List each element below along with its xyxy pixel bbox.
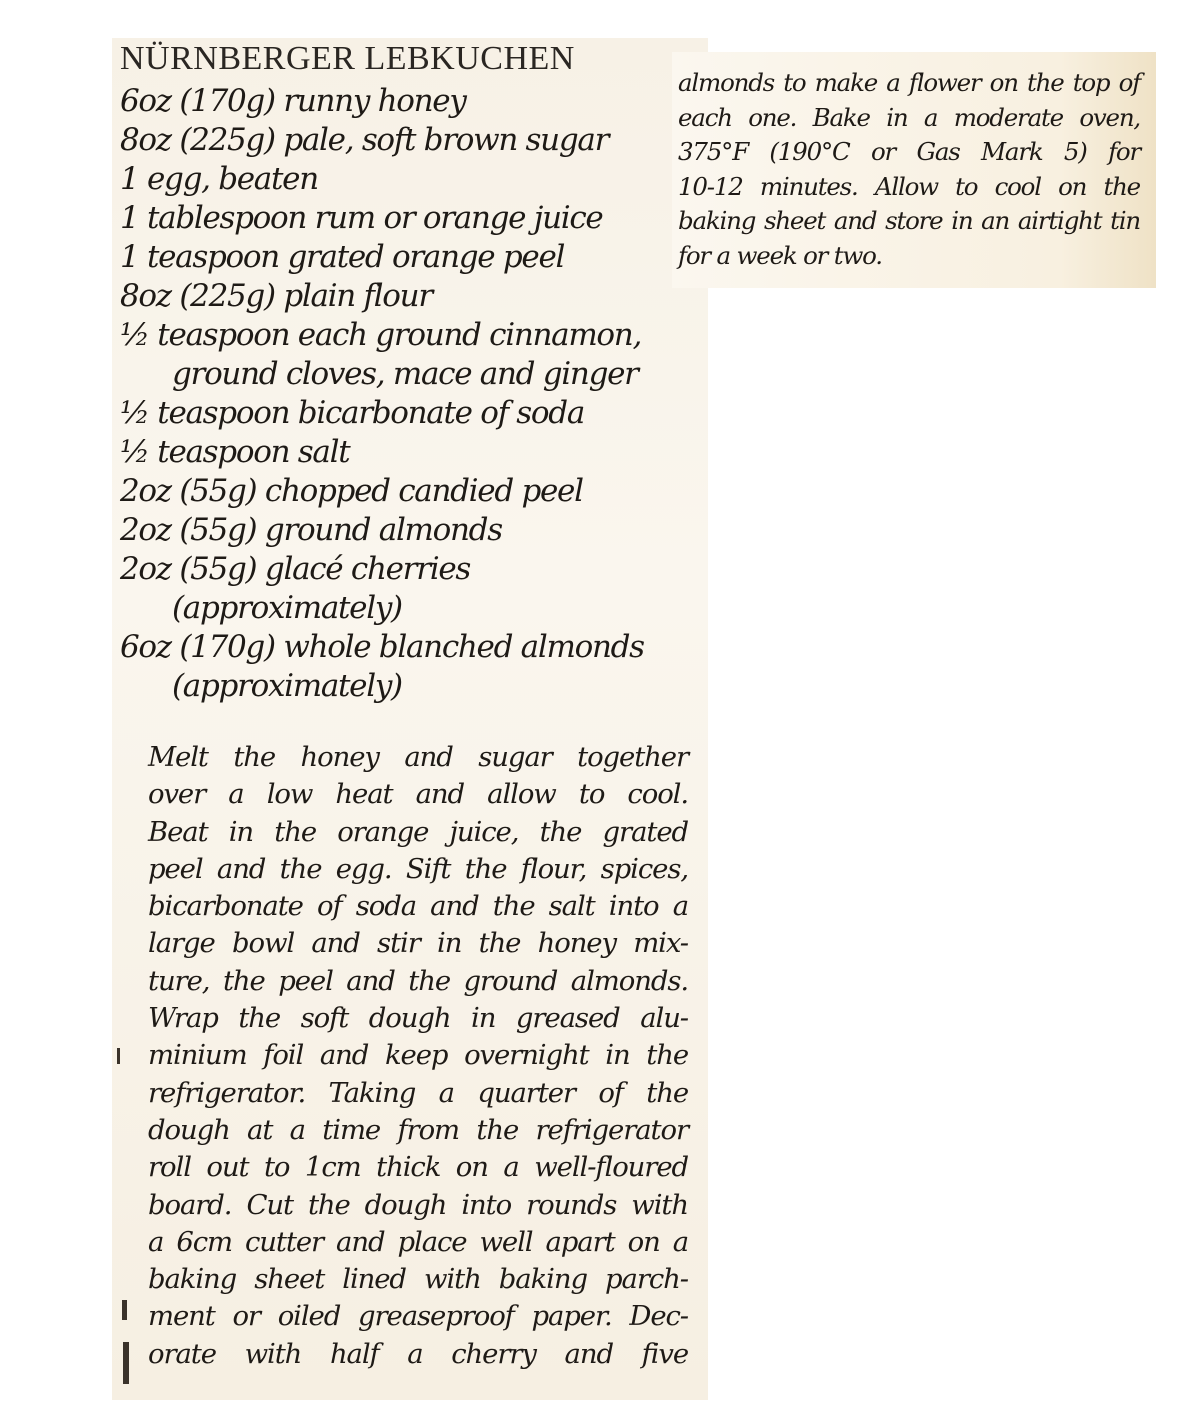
method-continued-text <box>678 66 1140 273</box>
method-line: peel and the egg. Sift the flour, spices, <box>148 852 688 885</box>
method-line: minium foil and keep overnight in the <box>148 1039 688 1072</box>
method-line: orate with half a cherry and five <box>148 1337 688 1370</box>
torn-edge-mark <box>123 1342 129 1384</box>
method-line: 10-12 minutes. Allow to cool on the <box>678 171 1140 201</box>
ingredient-item: ground cloves, mace and ginger <box>172 356 638 392</box>
method-text <box>148 739 688 1373</box>
method-line: a 6cm cutter and place well apart on a <box>148 1225 688 1258</box>
ingredient-item: 2oz (55g) glacé cherries <box>120 551 470 587</box>
ingredient-list <box>120 82 700 706</box>
method-line: roll out to 1cm thick on a well-floured <box>148 1151 688 1184</box>
method-line: bicarbonate of soda and the salt into a <box>148 890 688 923</box>
method-line: almonds to make a flower on the top of <box>678 68 1140 97</box>
ingredient-item: 8oz (225g) plain flour <box>120 278 432 314</box>
ingredient-item: 2oz (55g) chopped candied peel <box>120 473 583 509</box>
ingredient-item: 1 tablespoon rum or orange juice <box>120 200 603 236</box>
ingredient-item: ½ teaspoon salt <box>120 434 350 470</box>
method-line: ture, the peel and the ground almonds. <box>148 964 688 997</box>
ingredient-item: (approximately) <box>172 590 402 626</box>
method-line: for a week or two. <box>678 240 882 270</box>
method-line: 375°F (190°C or Gas Mark 5) for <box>678 137 1140 166</box>
method-line: each one. Bake in a moderate oven, <box>678 102 1140 132</box>
torn-edge-mark <box>117 1048 120 1064</box>
method-line: dough at a time from the refrigerator <box>148 1113 688 1146</box>
method-line: large bowl and stir in the honey mix- <box>148 927 688 960</box>
ingredient-item: ½ teaspoon each ground cinnamon, <box>120 317 642 353</box>
ingredient-item: 1 teaspoon grated orange peel <box>120 239 565 275</box>
method-line: over a low heat and allow to cool. <box>148 778 688 811</box>
method-line: baking sheet and store in an airtight tin <box>678 206 1140 235</box>
ingredient-item: 2oz (55g) ground almonds <box>120 512 502 548</box>
ingredient-item: 6oz (170g) whole blanched almonds <box>120 629 644 665</box>
ingredient-item: 1 egg, beaten <box>120 161 318 197</box>
method-line: refrigerator. Taking a quarter of the <box>148 1076 688 1109</box>
torn-edge-mark <box>122 1300 127 1320</box>
method-line: Beat in the orange juice, the grated <box>148 815 688 848</box>
method-line: Melt the honey and sugar together <box>148 741 688 773</box>
ingredient-item: (approximately) <box>172 668 402 704</box>
method-line: board. Cut the dough into rounds with <box>148 1188 688 1221</box>
recipe-title: NÜRNBERGER LEBKUCHEN <box>120 40 575 77</box>
ingredient-item: ½ teaspoon bicarbonate of soda <box>120 395 585 431</box>
ingredient-item: 8oz (225g) pale, soft brown sugar <box>120 122 609 158</box>
method-line: ment or oiled greaseproof paper. Dec- <box>148 1300 688 1333</box>
ingredient-item: 6oz (170g) runny honey <box>120 83 466 119</box>
method-line: baking sheet lined with baking parch- <box>148 1263 688 1296</box>
method-line: Wrap the soft dough in greased alu- <box>148 1002 688 1035</box>
